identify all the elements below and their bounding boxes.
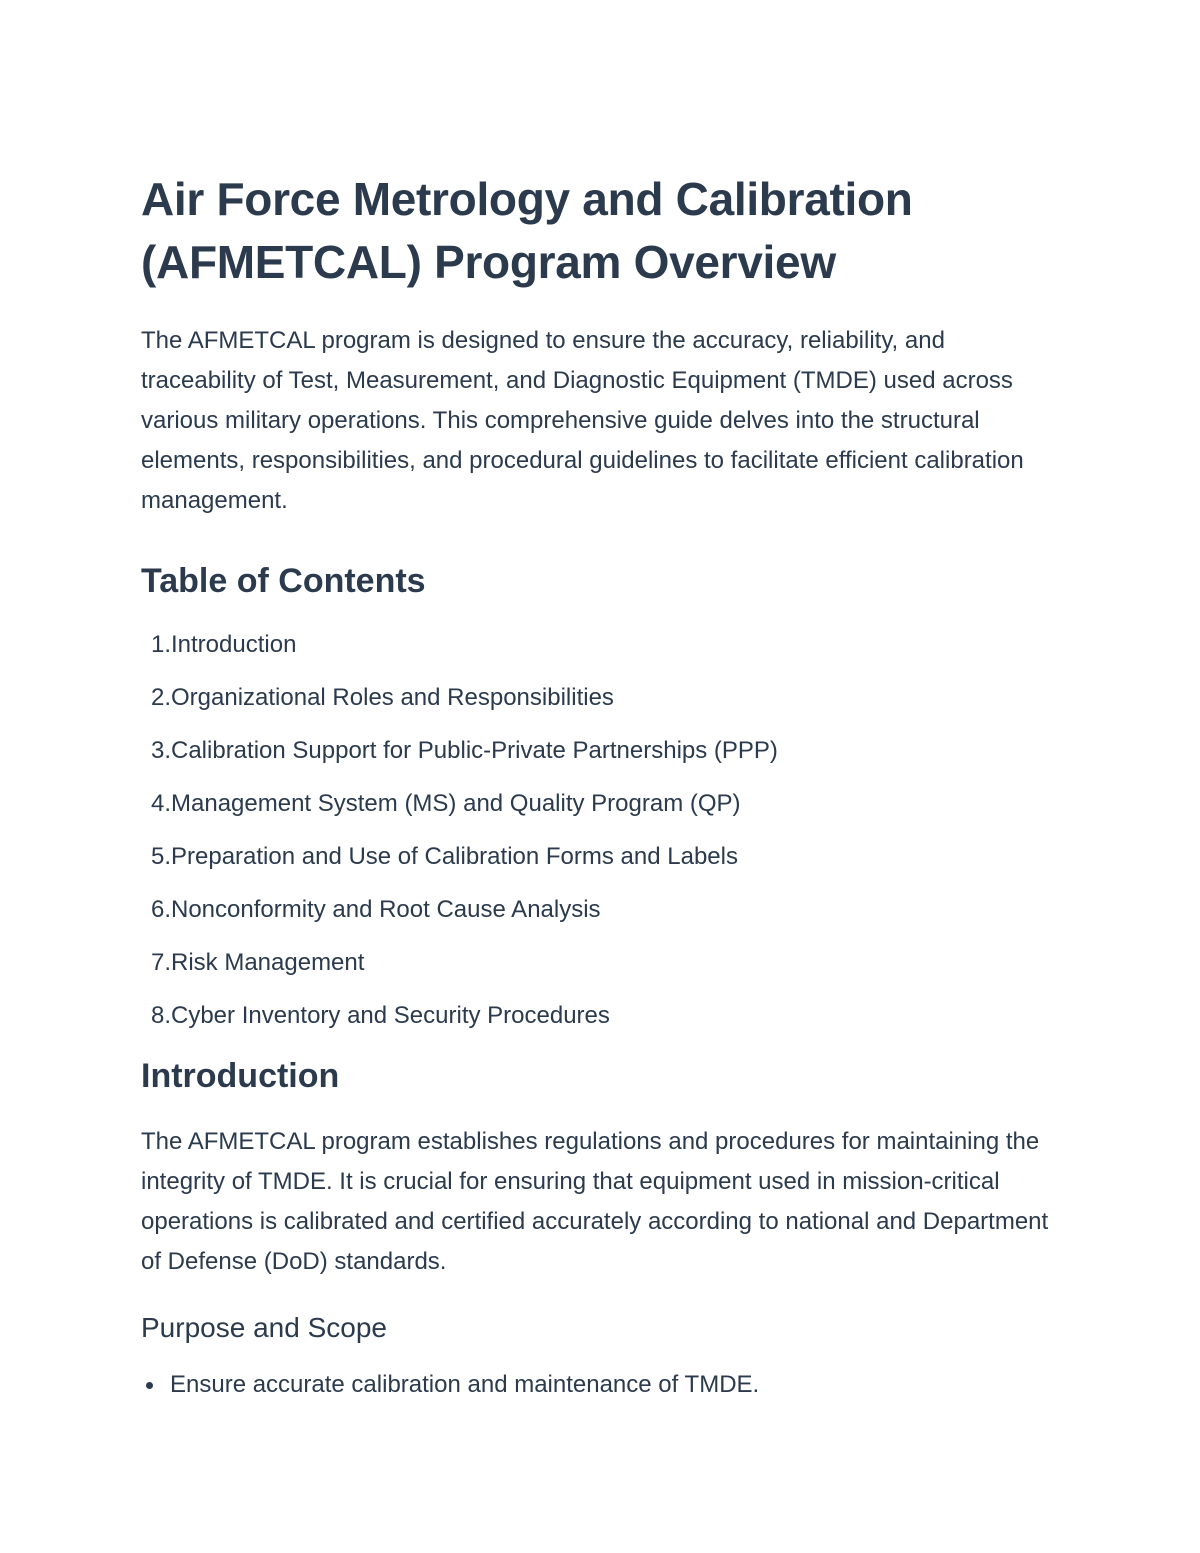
bullet-dot-icon xyxy=(146,1382,153,1389)
toc-list xyxy=(141,629,1060,1032)
toc-item-label: Calibration Support for Public-Private Partnerships (PPP) xyxy=(171,737,778,764)
toc-item-management-system[interactable] xyxy=(141,788,1060,820)
toc-item-number: 3. xyxy=(150,737,171,764)
toc-item-organizational-roles[interactable] xyxy=(141,682,1060,714)
toc-item-label: Organizational Roles and Responsibilities xyxy=(171,684,614,711)
purpose-scope-heading: Purpose and Scope xyxy=(141,1312,387,1343)
toc-item-number: 6. xyxy=(150,896,171,923)
toc-item-label: Introduction xyxy=(171,631,297,658)
introduction-paragraph: The AFMETCAL program establishes regulations and procedures for maintaining the integrity of TMDE. It is crucial for ensuring that equipment used in mission-critical operations is calibrated and certified accurately according to national and Department of Defense (DoD) standards. xyxy=(141,1128,1049,1275)
toc-item-number: 8. xyxy=(150,1002,171,1029)
toc-item-number: 4. xyxy=(150,790,171,817)
document-title-line-2: (AFMETCAL) Program Overview xyxy=(141,236,836,288)
toc-item-number: 5. xyxy=(150,843,171,870)
toc-item-cyber-inventory[interactable] xyxy=(141,1000,1060,1032)
document-title xyxy=(141,168,1060,294)
toc-item-calibration-forms[interactable] xyxy=(141,841,1060,873)
bullet-text: Ensure accurate calibration and maintenance of TMDE. xyxy=(170,1371,760,1398)
toc-item-label: Preparation and Use of Calibration Forms and Labels xyxy=(171,843,738,870)
toc-item-number: 2. xyxy=(150,684,171,711)
bullet-item xyxy=(141,1369,1060,1401)
toc-item-label: Management System (MS) and Quality Program (QP) xyxy=(171,790,741,817)
toc-item-label: Cyber Inventory and Security Procedures xyxy=(171,1002,610,1029)
toc-item-calibration-support-ppp[interactable] xyxy=(141,735,1060,767)
intro-paragraph: The AFMETCAL program is designed to ensure the accuracy, reliability, and traceability of Test, Measurement, and Diagnostic Equipment (TMDE) used across various military operations. This comprehensive guide delves into the structural elements, responsibilities, and procedural guidelines to facilitate efficient calibration management. xyxy=(141,327,1024,514)
introduction-heading: Introduction xyxy=(141,1057,340,1095)
toc-item-label: Nonconformity and Root Cause Analysis xyxy=(171,896,601,923)
purpose-bullet-list xyxy=(141,1369,1060,1401)
toc-heading: Table of Contents xyxy=(141,562,426,600)
toc-item-label: Risk Management xyxy=(171,949,365,976)
toc-item-number: 7. xyxy=(150,949,171,976)
document-title-line-1: Air Force Metrology and Calibration xyxy=(141,173,913,225)
toc-item-introduction[interactable] xyxy=(141,629,1060,661)
toc-item-number: 1. xyxy=(150,631,171,658)
toc-item-nonconformity[interactable] xyxy=(141,894,1060,926)
toc-item-risk-management[interactable] xyxy=(141,947,1060,979)
